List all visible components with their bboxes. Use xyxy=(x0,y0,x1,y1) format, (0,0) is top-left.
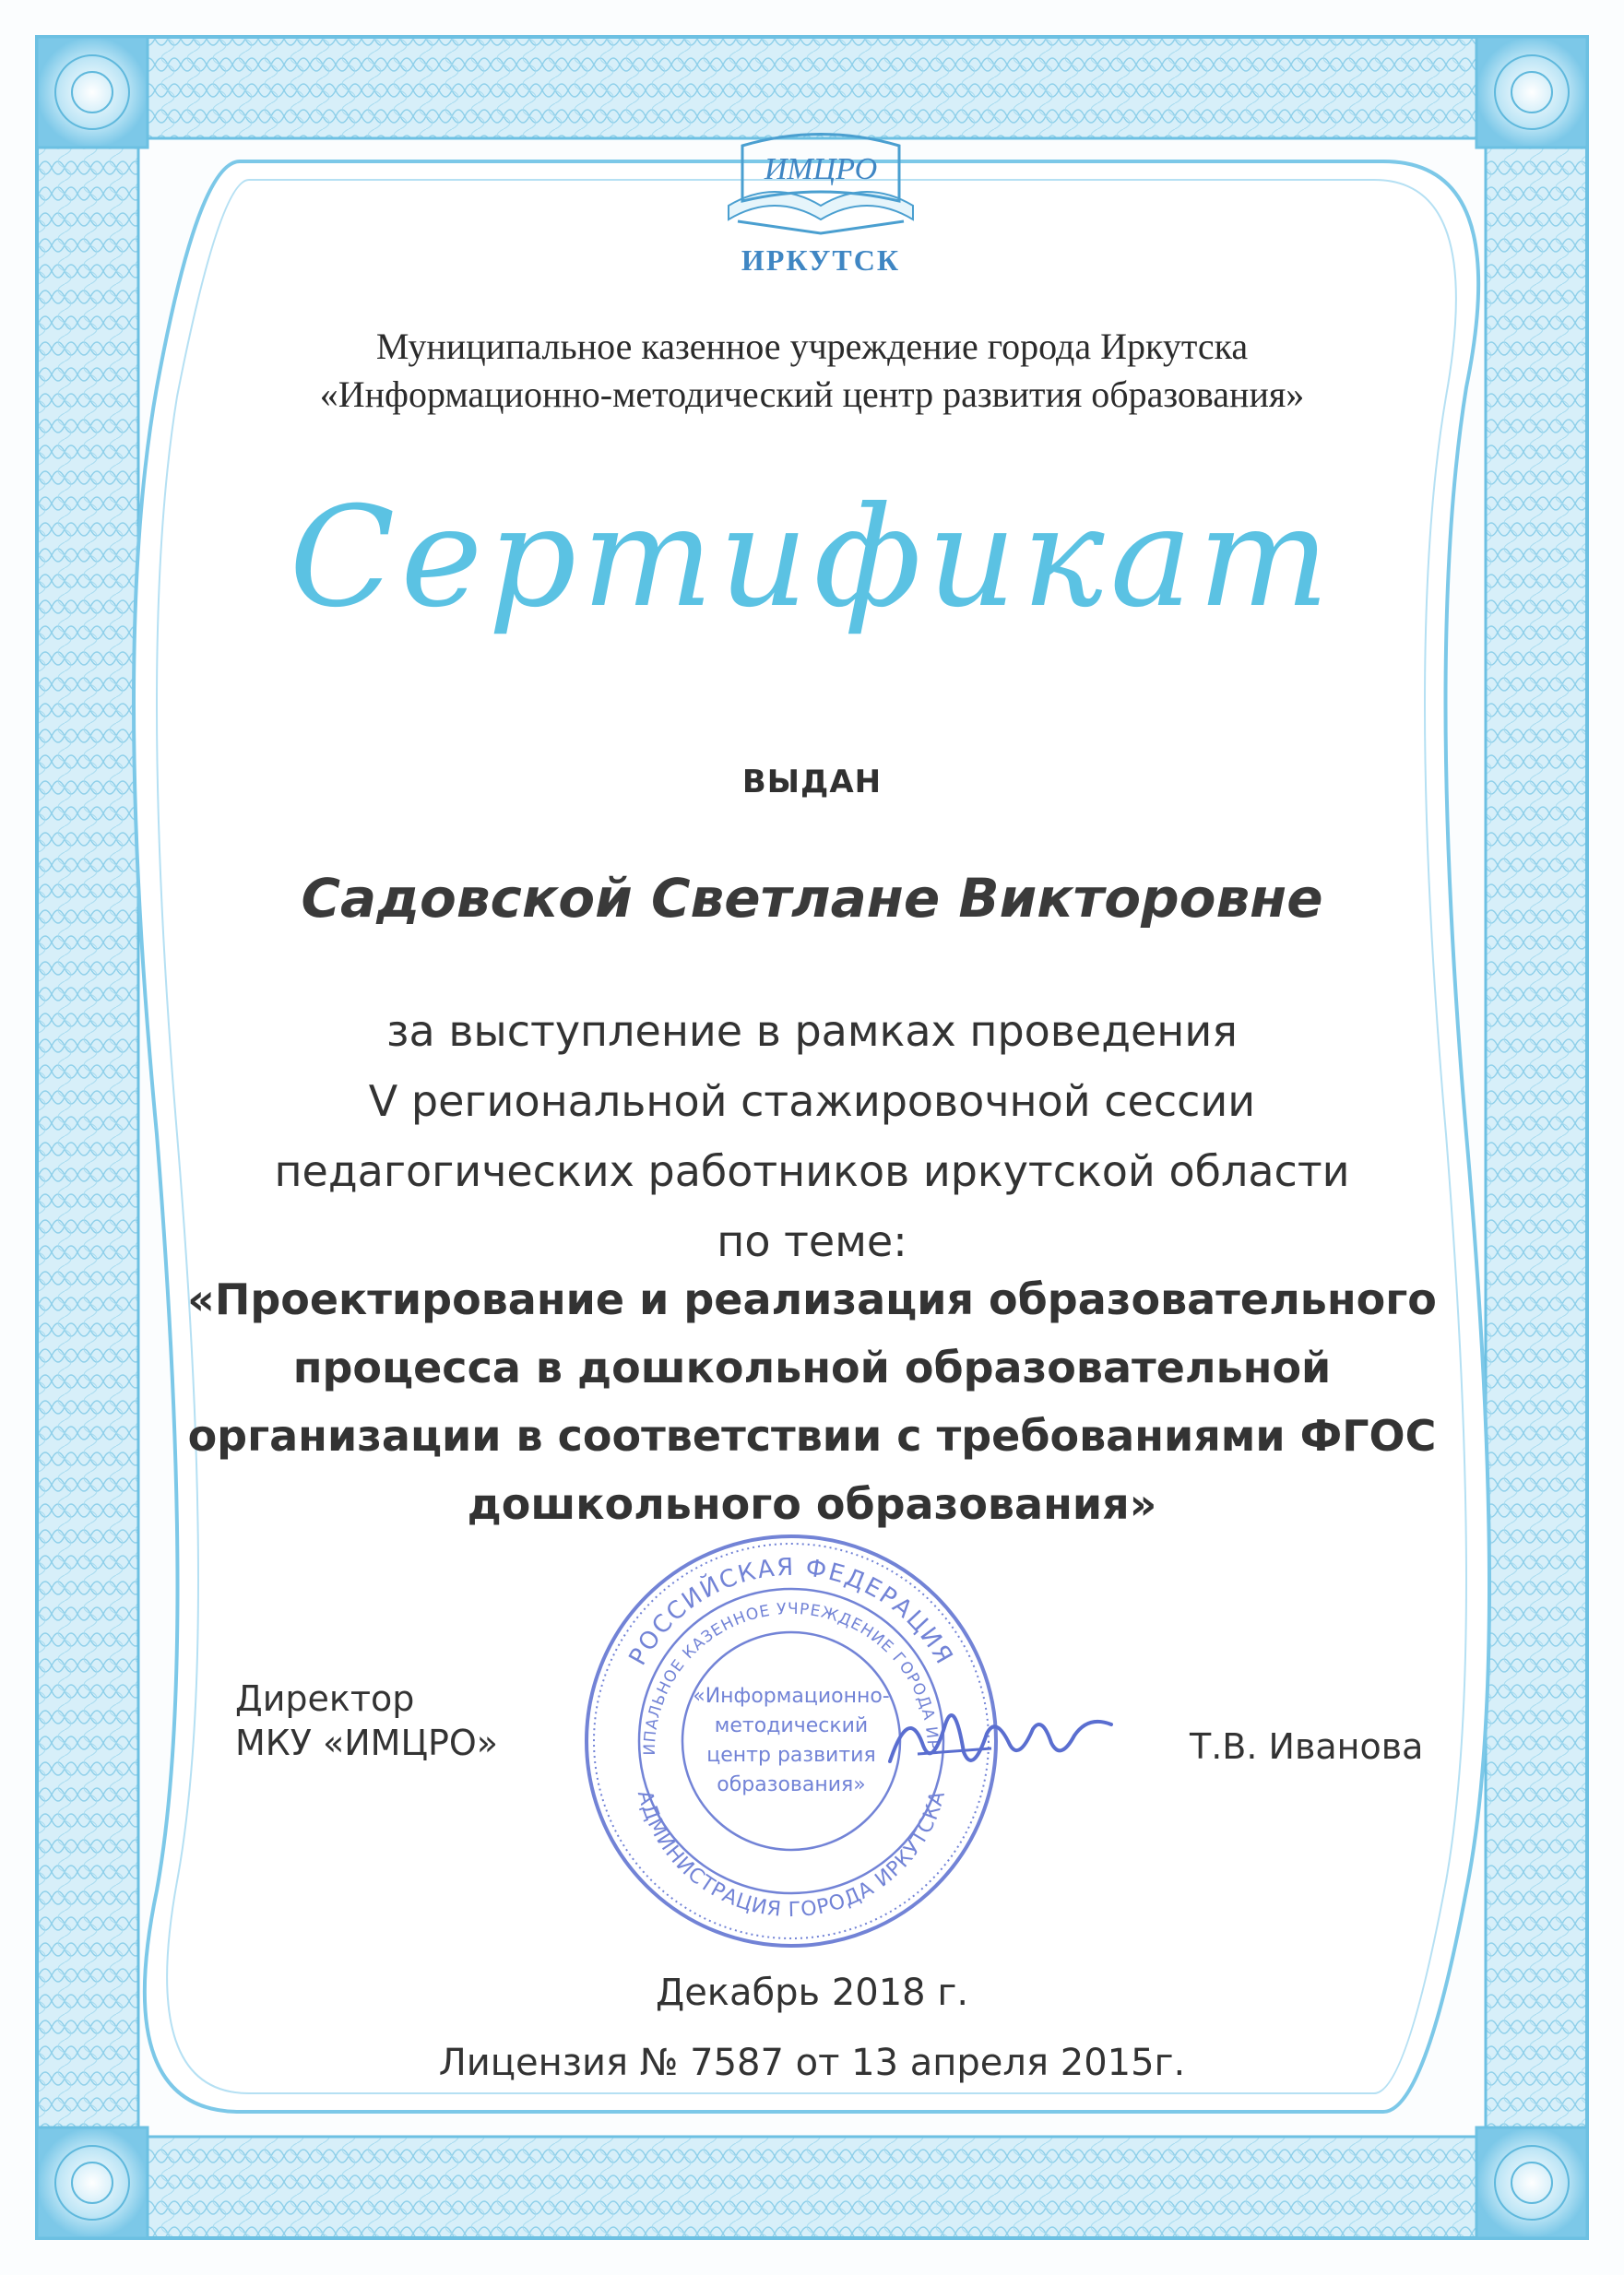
institution-line-1: Муниципальное казенное учреждение города Иркутска xyxy=(375,326,1249,367)
logo-bottom-text: ИРКУТСК xyxy=(741,243,901,277)
signatory-position-line-1: Директор xyxy=(235,1678,415,1719)
body-line-3: педагогических работников иркутской области xyxy=(274,1146,1350,1196)
stamp-center-line-4: образования» xyxy=(717,1773,866,1796)
institution-name xyxy=(184,323,1440,419)
logo xyxy=(710,118,931,284)
topic-line-2: процесса в дошкольной образовательной xyxy=(292,1343,1332,1392)
topic-line-3: организации в соответствии с требованиями ФГОС xyxy=(187,1411,1437,1461)
handwritten-signature xyxy=(881,1688,1120,1789)
signatory-position xyxy=(235,1677,498,1765)
svg-text:АДМИНИСТРАЦИЯ ГОРОДА ИРКУТСКА xyxy=(633,1788,950,1922)
topic-line-4: дошкольного образования» xyxy=(467,1479,1157,1529)
logo-top-text: ИМЦРО xyxy=(764,152,878,186)
institution-line-2: «Информационно-методический центр развития образования» xyxy=(319,373,1305,415)
issue-date: Декабрь 2018 г. xyxy=(655,1972,969,2014)
body-line-4: по теме: xyxy=(717,1216,907,1266)
body-line-2: V региональной стажировочной сессии xyxy=(368,1076,1256,1126)
stamp-center-line-1: «Информационно- xyxy=(693,1685,890,1708)
topic xyxy=(184,1265,1440,1538)
signatory-position-line-2: МКУ «ИМЦРО» xyxy=(235,1723,499,1763)
issued-label: ВЫДАН xyxy=(741,764,883,800)
stamp-middle-top: ИПАЛЬНОЕ КАЗЕННОЕ УЧРЕЖДЕНИЕ ГОРОДА ИР xyxy=(640,1599,942,1756)
signatory-name: Т.В. Иванова xyxy=(1190,1726,1424,1767)
recipient-name: Садовской Светлане Викторовне xyxy=(301,867,1323,930)
stamp-outer-top: РОССИЙСКАЯ ФЕДЕРАЦИЯ xyxy=(623,1553,959,1671)
certificate-body xyxy=(184,996,1440,1276)
stamp-center-line-3: центр развития xyxy=(706,1744,876,1767)
certificate-title: Сертификат xyxy=(289,478,1335,638)
stamp-center-line-2: методический xyxy=(714,1714,869,1737)
stamp-outer-bottom: АДМИНИСТРАЦИЯ ГОРОДА ИРКУТСКА xyxy=(632,1787,951,1923)
license-info: Лицензия № 7587 от 13 апреля 2015г. xyxy=(438,2042,1186,2084)
topic-line-1: «Проектирование и реализация образовательного xyxy=(187,1274,1437,1324)
body-line-1: за выступление в рамках проведения xyxy=(386,1006,1238,1056)
